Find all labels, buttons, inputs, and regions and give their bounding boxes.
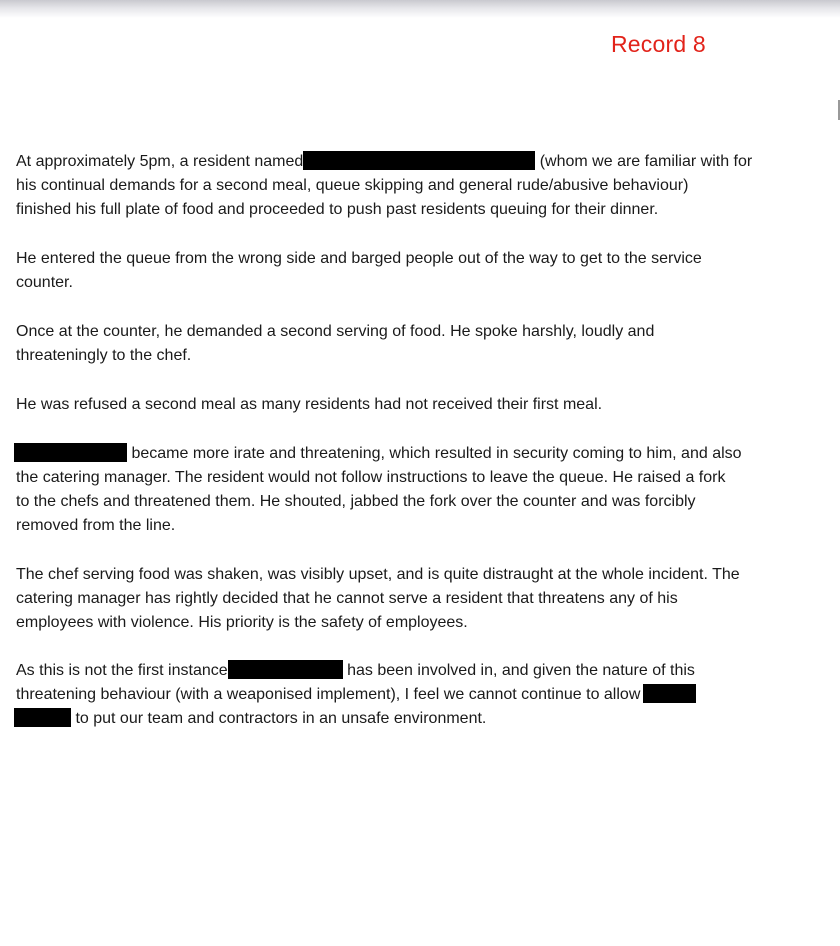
text-segment: threatening behaviour (with a weaponised implement), I feel we cannot continue to allow: [16, 686, 641, 703]
paragraph-line: [16, 442, 742, 466]
paragraph-queue-entry: [16, 247, 702, 295]
paragraph-line: [16, 707, 696, 731]
record-heading: Record 8: [611, 31, 706, 57]
paragraph-line: removed from the line.: [16, 517, 176, 534]
paragraph-line: He was refused a second meal as many residents had not received their first meal.: [16, 396, 603, 413]
page-top-shadow: [0, 0, 840, 18]
text-segment: At approximately 5pm, a resident named: [16, 153, 304, 170]
paragraph-line: employees with violence. His priority is the safety of employees.: [16, 614, 468, 631]
paragraph-line: [16, 683, 696, 707]
paragraph-chef-impact: [16, 563, 740, 635]
paragraph-line: Once at the counter, he demanded a second serving of food. He spoke harshly, loudly and: [16, 323, 655, 340]
text-segment: has been involved in, and given the nature of this: [347, 662, 695, 679]
redaction-block: [14, 443, 127, 462]
text-segment: became more irate and threatening, which resulted in security coming to him, and also: [131, 445, 742, 462]
paragraph-line: to the chefs and threatened them. He shouted, jabbed the fork over the counter and was forcibly: [16, 493, 696, 510]
redaction-block: [14, 708, 71, 727]
paragraph-escalation: [16, 442, 742, 538]
paragraph-line: his continual demands for a second meal, queue skipping and general rude/abusive behaviour): [16, 177, 689, 194]
paragraph-line: the catering manager. The resident would not follow instructions to leave the queue. He raised a fork: [16, 469, 726, 486]
text-segment: As this is not the first instance: [16, 662, 228, 679]
paragraph-refusal: [16, 393, 602, 417]
paragraph-line: The chef serving food was shaken, was visibly upset, and is quite distraught at the whole incident. The: [16, 566, 740, 583]
paragraph-incident-intro: [16, 150, 752, 222]
text-segment: to put our team and contractors in an unsafe environment.: [75, 710, 487, 727]
paragraph-line: [16, 150, 752, 174]
redaction-block: [643, 684, 696, 703]
paragraph-line: He entered the queue from the wrong side and barged people out of the way to get to the service: [16, 250, 702, 267]
text-segment: (whom we are familiar with for: [539, 153, 753, 170]
redaction-block: [303, 151, 535, 170]
paragraph-line: threateningly to the chef.: [16, 347, 192, 364]
paragraph-line: [16, 659, 696, 683]
paragraph-counter-demand: [16, 320, 654, 368]
paragraph-line: finished his full plate of food and proceeded to push past residents queuing for their dinner.: [16, 201, 659, 218]
redaction-block: [228, 660, 343, 679]
paragraph-conclusion: [16, 659, 696, 731]
paragraph-line: catering manager has rightly decided that he cannot serve a resident that threatens any of his: [16, 590, 678, 607]
paragraph-line: counter.: [16, 274, 73, 291]
